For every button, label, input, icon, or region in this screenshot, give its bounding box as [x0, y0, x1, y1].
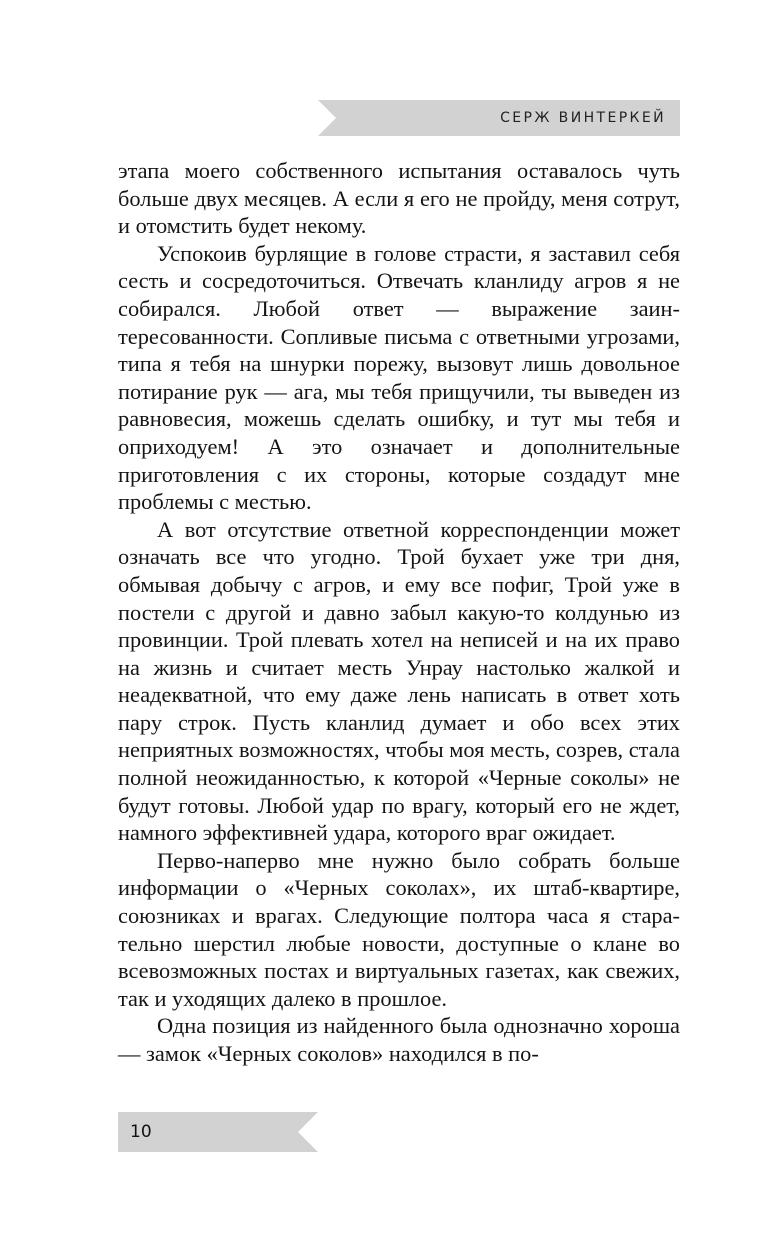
- running-footer: [118, 1112, 318, 1152]
- body-text: [118, 157, 680, 1068]
- running-header: [318, 100, 680, 136]
- paragraph-4: Перво-наперво мне нужно было собрать больше информации о «Черных соколах», их штаб-квартире, союзниках и врагах. Следующие полтора часа я старательно шерстил любые новости, доступные о клане во всевозможных постах и виртуальных газетах, как свежих, так и уходящих далеко в прошлое.: [118, 847, 680, 1011]
- paragraph-2: Успокоив бурлящие в голове страсти, я заставил себя сесть и сосредоточиться. Отвечать кланлиду агров я не собирался. Любой ответ — выражение заинтересованности. Сопливые письма с ответными угрозами, типа я тебя на шнурки порежу, вызовут лишь довольное потирание рук — ага, мы тебя прищучили, ты выведен из равновесия, можешь сделать ошибку, и тут мы тебя и оприходуем! А это означает и дополнительные приготовления с их стороны, которые создадут мне проблемы с местью.: [118, 240, 680, 515]
- page-number: 10: [130, 1122, 152, 1142]
- paragraph-5: Одна позиция из найденного была однозначно хороша — замок «Черных соколов» находился в по-: [118, 1013, 680, 1066]
- paragraph-3: А вот отсутствие ответной корреспонденции может означать все что угодно. Трой бухает уже три дня, обмывая добычу с агров, и ему все пофиг, Трой уже в постели с другой и давно забыл какую-то колдунью из провинции. Трой плевать хотел на неписей и на их право на жизнь и считает месть Унрау настолько жалкой и неадекватной, что ему даже лень написать в ответ хоть пару строк. Пусть кланлид думает и обо всех этих неприятных возможностях, чтобы моя месть, созрев, стала полной неожиданностью, к которой «Черные соколы» не будут готовы. Любой удар по врагу, который его не ждет, намного эффективней удара, которого враг ожидает.: [118, 516, 680, 846]
- header-author: СЕРЖ ВИНТЕРКЕЙ: [500, 110, 666, 126]
- paragraph-1: этапа моего собственного испытания оставалось чуть больше двух месяцев. А если я его не пройду, меня сотрут, и отомстить будет некому.: [118, 158, 680, 239]
